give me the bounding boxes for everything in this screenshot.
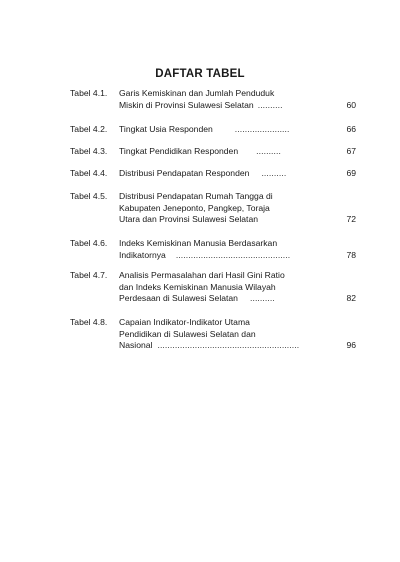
entry-title-line: Tingkat Usia Responden: [119, 124, 213, 134]
table-number: Tabel 4.7.: [70, 270, 108, 280]
table-number: Tabel 4.4.: [70, 168, 108, 178]
dot-leader: ......................: [234, 124, 290, 134]
entry-title-line: Miskin di Provinsi Sulawesi Selatan: [119, 99, 254, 110]
entry-title-line: Capaian Indikator-Indikator Utama: [119, 317, 250, 327]
entry-title-line: Utara dan Provinsi Sulawesi Selatan: [119, 214, 259, 225]
table-number: Tabel 4.2.: [70, 124, 108, 134]
page-number: 69: [346, 168, 356, 178]
dot-leader: ..........: [261, 168, 287, 178]
page-number: 96: [346, 340, 356, 351]
entry-title-line: Distribusi Pendapatan Responden: [119, 168, 250, 178]
entry-title-line: Analisis Permasalahan dari Hasil Gini Ratio: [119, 270, 285, 280]
table-number: Tabel 4.8.: [70, 317, 108, 327]
entry-title-line: Indikatornya: [119, 249, 166, 260]
entry-title-line: dan Indeks Kemiskinan Manusia Wilayah: [119, 281, 276, 292]
page-number: 82: [346, 293, 356, 304]
table-number: Tabel 4.6.: [70, 238, 108, 248]
entry-title-line: Distribusi Pendapatan Rumah Tangga di: [119, 191, 273, 201]
dot-leader: ..............................................: [175, 249, 291, 260]
page-number: 72: [346, 214, 356, 225]
dot-leader: ..........: [249, 293, 275, 304]
dot-leader: .........................................................: [157, 340, 300, 351]
entry-title-line: Perdesaan di Sulawesi Selatan: [119, 293, 238, 304]
page-number: 67: [346, 146, 356, 156]
dot-leader: ..........: [256, 146, 282, 156]
table-number: Tabel 4.5.: [70, 191, 108, 201]
dot-leader: ..........: [257, 99, 283, 110]
page-title: DAFTAR TABEL: [155, 68, 245, 80]
entry-title-line: Nasional: [119, 340, 153, 351]
page-number: 78: [346, 249, 356, 260]
entry-title-line: Indeks Kemiskinan Manusia Berdasarkan: [119, 238, 278, 248]
table-number: Tabel 4.3.: [70, 146, 108, 156]
entry-title-line: Tingkat Pendidikan Responden: [119, 146, 239, 156]
table-number: Tabel 4.1.: [70, 88, 108, 98]
entry-title-line: Kabupaten Jeneponto, Pangkep, Toraja: [119, 202, 270, 213]
page-number: 60: [346, 99, 356, 110]
page-number: 66: [346, 124, 356, 134]
entry-title-line: Garis Kemiskinan dan Jumlah Penduduk: [119, 88, 275, 98]
entry-title-line: Pendidikan di Sulawesi Selatan dan: [119, 328, 256, 339]
